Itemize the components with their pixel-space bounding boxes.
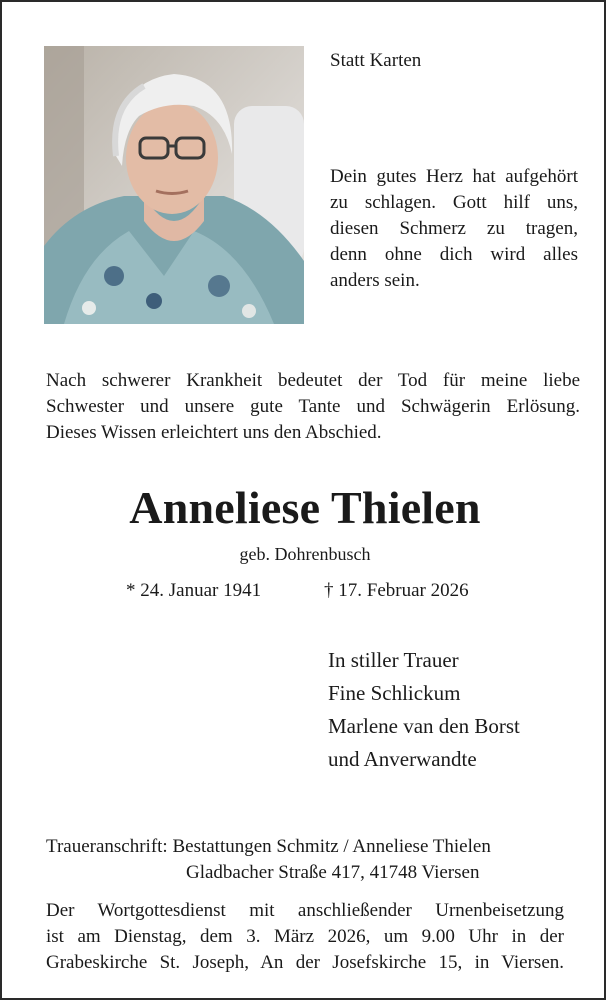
- service-line: Grabeskirche St. Joseph, An der Josefskirche 15, in Viersen.: [46, 952, 564, 973]
- intro-line: Nach schwerer Krankheit bedeutet der Tod für meine liebe: [46, 370, 580, 391]
- statt-karten-heading: Statt Karten: [330, 50, 422, 71]
- mourners-line: Marlene van den Borst: [328, 714, 520, 738]
- deceased-name: Anneliese Thielen: [129, 482, 481, 533]
- death-date: † 17. Februar 2026: [324, 580, 469, 601]
- mourning-address: [46, 834, 586, 886]
- verse-line: zu schlagen. Gott hilf uns,: [330, 192, 578, 213]
- verse-line: diesen Schmerz zu tragen,: [330, 218, 578, 239]
- verse-line: Dein gutes Herz hat aufgehört: [330, 166, 578, 187]
- portrait-photo-graphic: [44, 46, 304, 324]
- address-line-2: Gladbacher Straße 417, 41748 Viersen: [186, 862, 480, 883]
- mourners-line: In stiller Trauer: [328, 648, 459, 672]
- mourners-line: und Anverwandte: [328, 747, 477, 771]
- service-line: Der Wortgottesdienst mit anschließender Urnenbeisetzung: [46, 900, 564, 921]
- verse-line: anders sein.: [330, 270, 420, 291]
- intro-line: Dieses Wissen erleichtert uns den Abschied.: [46, 422, 382, 443]
- verse-text: [330, 164, 578, 294]
- intro-line: Schwester und unsere gute Tante und Schwägerin Erlösung.: [46, 396, 580, 417]
- address-line-1: Traueranschrift: Bestattungen Schmitz / Anneliese Thielen: [46, 836, 491, 857]
- intro-text: [46, 368, 580, 446]
- portrait-photo: [44, 46, 304, 324]
- maiden-name: geb. Dohrenbusch: [239, 544, 371, 564]
- birth-date: * 24. Januar 1941: [126, 580, 262, 601]
- mourners-list: [328, 644, 520, 776]
- verse-line: denn ohne dich wird alles: [330, 244, 578, 265]
- service-line: ist am Dienstag, dem 3. März 2026, um 9.00 Uhr in der: [46, 926, 564, 947]
- service-information: [46, 898, 564, 976]
- mourners-line: Fine Schlickum: [328, 681, 461, 705]
